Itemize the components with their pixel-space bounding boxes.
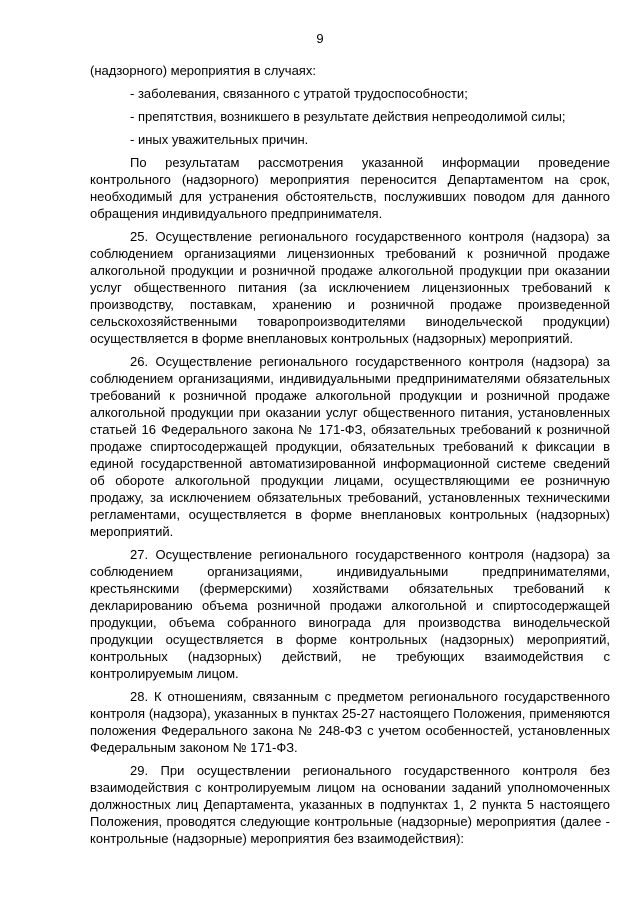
bullet-item: - заболевания, связанного с утратой трудоспособности;: [130, 86, 468, 101]
bullet-item: - препятствия, возникшего в результате действия непреодолимой силы;: [130, 109, 566, 124]
bullet-item: - иных уважительных причин.: [130, 132, 309, 147]
page-number: 9: [316, 31, 324, 46]
paragraph-26: 26. Осуществление регионального государственного контроля (надзора) за соблюдением организациями, индивидуальными предпринимателями обязательных требований к розничной продаже алкогольной продукции и розничной продаже алкогольной продукции при оказании услуг общественного питания, установленных статьей 16 Федерального закона № 171-ФЗ, обязательных требований к розничной продаже спиртосодержащей продукции, обязательных требований к фиксации в единой государственной автоматизированной информационной системе сведений об обороте алкогольной продукции лицами, осуществляющими ее розничную продажу, за исключением обязательных требований, установленных техническими регламентами, осуществляется в форме внеплановых контрольных (надзорных) мероприятий.: [90, 354, 610, 539]
paragraph-29: 29. При осуществлении регионального государственного контроля без взаимодействия с контролируемым лицом на основании заданий уполномоченных должностных лиц Департамента, указанных в подпунктах 1, 2 пункта 5 настоящего Положения, проводятся следующие контрольные (надзорные) мероприятия (далее - контрольные (надзорные) мероприятия без взаимодействия):: [90, 763, 610, 846]
paragraph-25: 25. Осуществление регионального государственного контроля (надзора) за соблюдением организациями лицензионных требований к розничной продаже алкогольной продукции и розничной продаже алкогольной продукции при оказании услуг общественного питания (за исключением лицензионных требований к производству, поставкам, хранению и розничной продаже произведенной сельскохозяйственными товаропроизводителями винодельческой продукции) осуществляется в форме внеплановых контрольных (надзорных) мероприятий.: [90, 229, 610, 346]
paragraph-27: 27. Осуществление регионального государственного контроля (надзора) за соблюдением организациями, индивидуальными предпринимателями, крестьянскими (фермерскими) хозяйствами обязательных требований к декларированию объема розничной продажи алкогольной и спиртосодержащей продукции, объема собранного винограда для производства винодельческой продукции осуществляется в форме контрольных (надзорных) мероприятий, контрольных (надзорных) действий, не требующих взаимодействия с контролируемым лицом.: [90, 547, 610, 681]
paragraph-28: 28. К отношениям, связанным с предметом регионального государственного контроля (надзора), указанных в пунктах 25-27 настоящего Положения, применяются положения Федерального закона № 248-ФЗ с учетом особенностей, установленных Федеральным законом № 171-ФЗ.: [90, 689, 610, 755]
paragraph-postponement: По результатам рассмотрения указанной информации проведение контрольного (надзорного) мероприятия переносится Департаментом на срок, необходимый для устранения обстоятельств, послуживших поводом для данного обращения индивидуального предпринимателя.: [90, 155, 610, 221]
document-body: [90, 62, 610, 847]
intro-line: (надзорного) мероприятия в случаях:: [90, 63, 316, 78]
